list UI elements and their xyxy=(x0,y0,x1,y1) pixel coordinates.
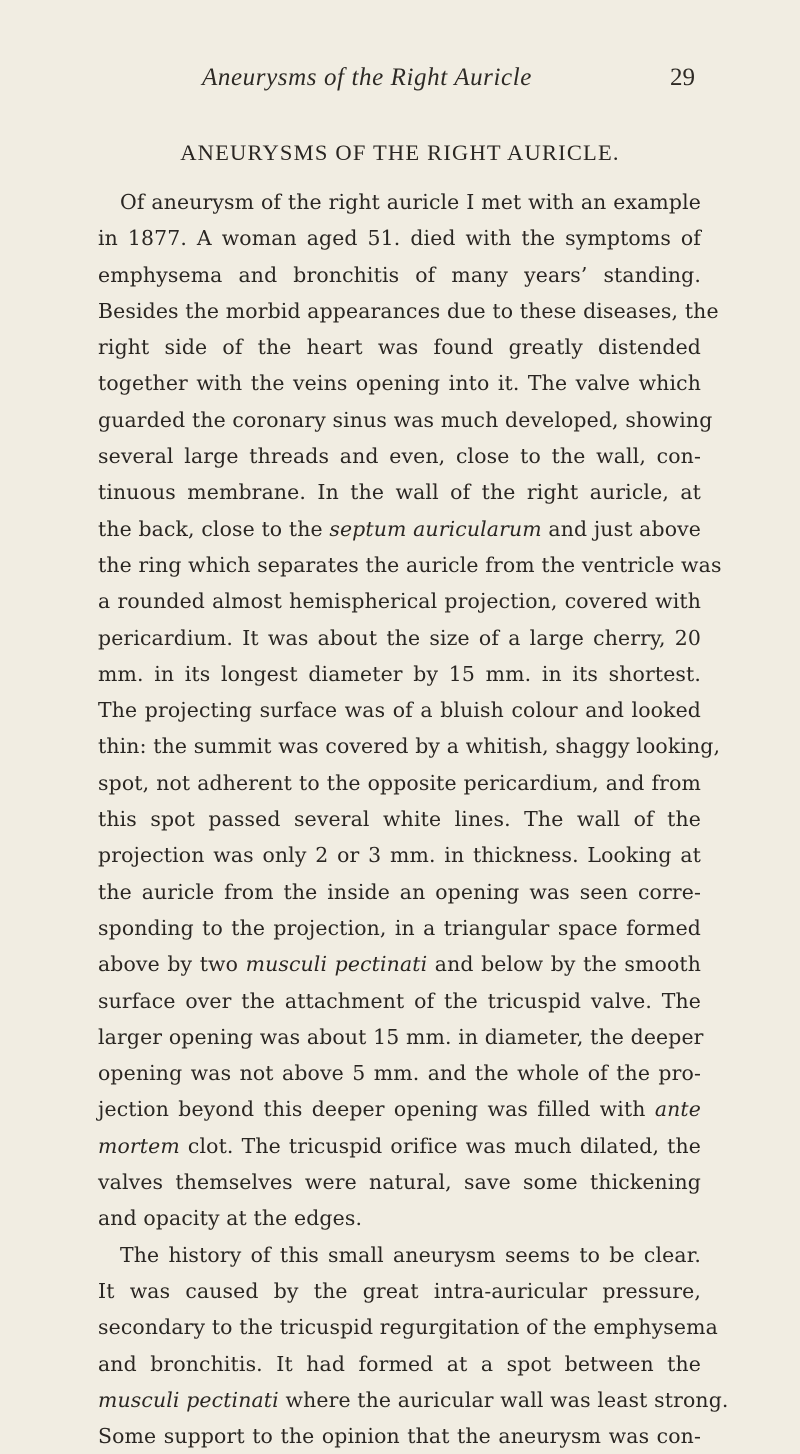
text-line: this spot passed several white lines. The wall of the xyxy=(98,807,701,832)
latin-term: musculi pectinati xyxy=(245,952,428,977)
text-line: spot, not adherent to the opposite pericardium, and from xyxy=(98,770,701,795)
text-run: clot. The tricuspid orifice was much dilated, the xyxy=(179,1133,701,1158)
text-line xyxy=(98,1091,701,1127)
text-run: above by two xyxy=(98,952,246,977)
section-title: ANEURYSMS OF THE RIGHT AURICLE. xyxy=(180,140,620,165)
text-line: mm. in its longest diameter by 15 mm. in its shortest. xyxy=(98,661,701,686)
latin-term: ante xyxy=(654,1097,701,1122)
text-line: pericardium. It was about the size of a large cherry, 20 xyxy=(98,625,701,650)
text-run: jection beyond this deeper opening was filled with xyxy=(98,1097,655,1122)
text-line: The history of this small aneurysm seems to be clear. xyxy=(120,1242,701,1267)
text-line: surface over the attachment of the tricuspid valve. The xyxy=(98,988,701,1013)
text-line: secondary to the tricuspid regurgitation of the emphysema xyxy=(98,1315,718,1340)
running-head xyxy=(0,64,800,94)
text-line: projection was only 2 or 3 mm. in thickness. Looking at xyxy=(98,843,701,868)
text-line xyxy=(98,1128,701,1164)
text-line: The projecting surface was of a bluish colour and looked xyxy=(98,698,701,723)
text-run: and just above xyxy=(541,516,702,541)
text-line: and opacity at the edges. xyxy=(98,1206,363,1231)
text-line: It was caused by the great intra-auricular pressure, xyxy=(98,1278,701,1303)
text-line xyxy=(98,511,701,547)
latin-term: septum auricularum xyxy=(329,516,542,541)
text-line: tinuous membrane. In the wall of the right auricle, at xyxy=(98,480,701,505)
text-line: Some support to the opinion that the aneurysm was con- xyxy=(98,1424,701,1449)
text-run: where the auricular wall was least strong. xyxy=(278,1387,729,1412)
running-title: Aneurysms of the Right Auricle xyxy=(202,64,532,91)
text-line: the ring which separates the auricle from the ventricle was xyxy=(98,552,722,577)
text-line: thin: the summit was covered by a whitish, shaggy looking, xyxy=(98,734,721,759)
text-line: opening was not above 5 mm. and the whole of the pro- xyxy=(98,1061,701,1086)
text-line: several large threads and even, close to the wall, con- xyxy=(98,444,701,469)
text-line xyxy=(98,1382,729,1418)
text-line: a rounded almost hemispherical projection, covered with xyxy=(98,589,701,614)
text-line: the auricle from the inside an opening was seen corre- xyxy=(98,879,701,904)
text-line: valves themselves were natural, save some thickening xyxy=(98,1170,701,1195)
text-line: and bronchitis. It had formed at a spot between the xyxy=(98,1351,701,1376)
text-line: right side of the heart was found greatly distended xyxy=(98,335,701,360)
text-run: and below by the smooth xyxy=(427,952,701,977)
text-run: the back, close to the xyxy=(98,516,330,541)
page-number: 29 xyxy=(670,64,695,91)
text-line: together with the veins opening into it. The valve which xyxy=(98,371,701,396)
latin-term: musculi pectinati xyxy=(98,1387,279,1412)
text-line: larger opening was about 15 mm. in diameter, the deeper xyxy=(98,1024,704,1049)
text-line: sponding to the projection, in a triangular space formed xyxy=(98,915,701,940)
latin-term: mortem xyxy=(98,1133,180,1158)
text-line: Of aneurysm of the right auricle I met with an example xyxy=(120,190,701,214)
text-line xyxy=(98,946,701,982)
text-line: in 1877. A woman aged 51. died with the symptoms of xyxy=(98,226,701,251)
text-line: emphysema and bronchitis of many years’ standing. xyxy=(98,262,701,287)
body-text xyxy=(98,184,729,1454)
text-line: guarded the coronary sinus was much developed, showing xyxy=(98,407,713,432)
text-line: Besides the morbid appearances due to these diseases, the xyxy=(98,298,719,323)
